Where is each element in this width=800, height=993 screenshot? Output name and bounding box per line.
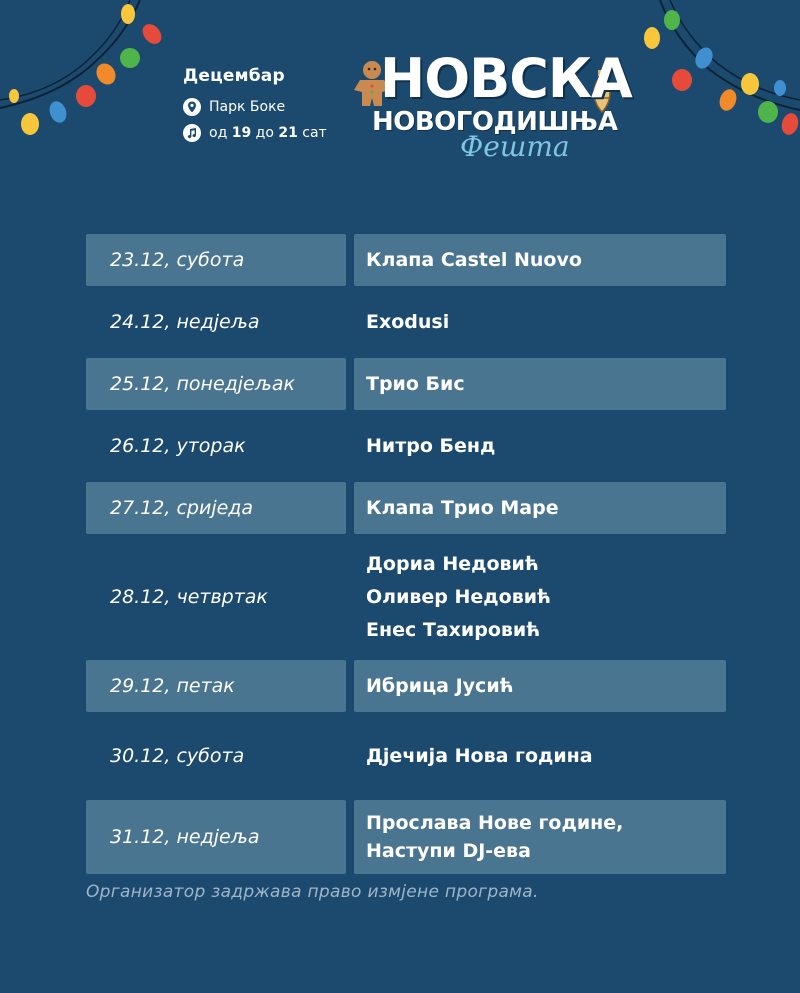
act-name: Exodusi [366,311,450,333]
schedule-date: 26.12, уторак [110,435,246,457]
schedule-date: 24.12, недјеља [110,311,260,333]
act-name: Наступи DJ-ева [366,840,531,862]
schedule-entry [86,800,726,874]
event-time: од 19 до 21 сат [209,125,327,141]
schedule-act [354,296,726,348]
schedule-act [354,544,726,650]
string-lights-right-icon [630,0,800,145]
schedule-act [354,660,726,712]
act-name: Дјечија Нова година [366,745,593,767]
schedule-act [354,420,726,472]
schedule-act [354,800,726,874]
event-time-row [183,124,327,142]
event-location-row [183,98,327,116]
logo-title-line1: НОВСКА [380,47,632,110]
schedule-entry [86,296,726,348]
location-pin-icon [183,98,201,116]
music-note-icon [183,124,201,142]
schedule-date: 27.12, сриједа [86,482,346,534]
act-name: Енес Тахировић [366,618,541,641]
act-name: Трио Бис [366,373,465,395]
act-name: Дориа Недовић [366,552,539,575]
schedule-entry [86,234,726,286]
schedule-act [354,482,726,534]
event-month: Децембар [183,66,285,86]
schedule-entry [86,482,726,534]
event-location: Парк Боке [209,99,286,115]
schedule-act [354,722,726,790]
schedule-date: 25.12, понедјељак [86,358,346,410]
schedule-entry [86,722,726,790]
act-name: Клапа Трио Маре [366,497,559,519]
act-name: Нитро Бенд [366,435,496,457]
act-name: Клапа Castel Nuovo [366,249,582,271]
schedule-date: 23.12, субота [86,234,346,286]
act-name: Ибрица Јусић [366,675,514,697]
string-lights-left-icon [0,0,170,140]
event-info [183,66,327,150]
schedule-entry [86,544,726,650]
logo-title-line3: Фешта [460,130,570,163]
schedule-date: 31.12, недјеља [86,800,346,874]
festival-logo [352,47,642,167]
schedule-entry [86,420,726,472]
schedule-act [354,234,726,286]
logo-title-line2: НОВОГОДИШЊА [372,107,618,137]
organizer-note: Организатор задржава право измјене програма. [86,882,539,902]
act-name: Оливер Недовић [366,585,551,608]
schedule-date: 28.12, четвртак [110,586,268,608]
schedule-entry [86,358,726,410]
schedule-list [86,234,726,884]
schedule-entry [86,660,726,712]
act-name: Прослава Нове године, [366,812,624,834]
schedule-date: 30.12, субота [110,745,245,767]
schedule-date: 29.12, петак [86,660,346,712]
schedule-act [354,358,726,410]
